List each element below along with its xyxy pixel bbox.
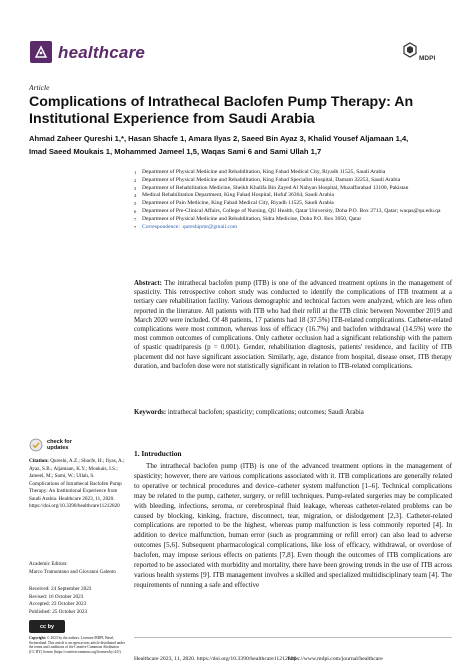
journal-logo-icon	[30, 41, 52, 63]
correspondence: * Correspondence: .qureshipmr@gmail.com	[134, 223, 238, 230]
cc-license-icon[interactable]: cc by	[29, 620, 65, 633]
abstract-label: Abstract:	[134, 280, 162, 287]
authors-line-2[interactable]: Imad Saeed Moukais 1, Mohammed Jameel 1,5, Waqas Sami 6 and Sami Ullah 1,7	[29, 146, 322, 156]
affiliation-list	[134, 169, 452, 231]
journal-name[interactable]: healthcare	[58, 43, 146, 62]
published-date: Published: 25 October 2023	[29, 608, 88, 615]
footer-journal-link[interactable]: https://www.mdpi.com/journal/healthcare	[288, 656, 383, 662]
copyright-block: Copyright: © 2023 by the authors. Licensee MDPI, Basel, Switzerland. This article is an open access article distributed under the terms and conditions of the Creative Commons Attribution (CC BY) license (https://creativecommons.org/licenses/by/4.0/).	[29, 636, 125, 654]
publisher-name: MDPI	[419, 55, 436, 62]
revised-date: Revised: 16 October 2023	[29, 593, 84, 600]
affiliation-item: 3 Department of Rehabilitation Medicine, Sheikh Khalifa Bin Zayed Al Nahyan Hospital, Muzaffarabad 13100, Pakistan	[134, 184, 409, 191]
affiliation-item: 4 Medical Rehabilitation Department, King Fahad Hospital, Hofuf 36364, Saudi Arabia	[134, 192, 335, 199]
article-type: Article	[29, 83, 50, 92]
affiliation-item: 5 Department of Pain Medicine, King Fahad Medical City, Riyadh 11525, Saudi Arabia	[134, 200, 334, 207]
footer-divider	[134, 637, 452, 638]
keywords-text: intrathecal baclofen; spasticity; complications; outcomes; Saudi Arabia	[167, 409, 364, 416]
introduction-text: The intrathecal baclofen pump (ITB) is one of the advanced treatment options in the management of spasticity; however, there are various complications associated with it. ITB complications are generally related to operative or technical procedures and device–catheter system malfunction [1–6]. Technical complications may be related to the pump, catheter, surgery, or refill techniques. Pump-related surgeries may be complicated with bleeding, infections, seroma, or cerebrospinal fluid leakage, whereas catheter-related problems can be caused by blocking, kinking, fracture, disconnect, tear, migration, or dislodgement [2,3]. Catheter-related complications are reported to be the highest, whereas pump malfunction is less commonly reported [4]. In addition to device malfunction, human error (such as programming or refill error) can also lead to adverse outcomes [5,6]. Subsequent pharmacological complications, like loss of efficacy, withdrawal, or overdose of baclofen, may impose serious effects on patients [7,8]. Even though the outcomes of ITB complications are reported to be associated with morbidity and mortality, there have been growing trends in the use of ITB across various health systems [9]. ITB management involves a skilled and specialized multidisciplinary team [4]. The requirements of running a safe and effective	[134, 462, 452, 589]
keywords	[134, 408, 452, 417]
accepted-date: Accepted: 23 October 2023	[29, 601, 87, 607]
article-title: Complications of Intrathecal Baclofen Pump Therapy: An Institutional Experience from Saudi Arabia	[29, 94, 414, 127]
received-date: Received: 24 September 2023	[29, 586, 92, 592]
check-for-updates-button[interactable]: check for updates	[29, 438, 81, 452]
affiliation-item: 6 Department of Pre-Clinical Affairs, College of Nursing, QU Health, Qatar University, Doha P.O. Box 2713, Qatar; waqas@qu.edu.qa	[134, 207, 441, 214]
affiliation-item: 7 Department of Physical Medicine and Rehabilitation, Sidra Medicine, Doha P.O. Box 3050, Qatar	[134, 215, 362, 222]
footer-citation[interactable]: Healthcare 2023, 11, 2820. https://doi.org/10.3390/healthcare11212820	[134, 656, 297, 662]
author-list	[29, 133, 459, 158]
updates-icon	[29, 438, 43, 452]
citation-block: Citation: Qureshi, A.Z.; Shacfe, H.; Ilyas, A.; Ayaz, S.B.; Aljamaan, K.Y.; Moukais, I.S.; Jameel, M.; Sami, W.; Ullah, S. Complications of Intrathecal Baclofen Pump Therapy: An Institutional Experience from Saudi Arabia. Healthcare 2023, 11, 2820. https://doi.org/10.3390/healthcare11212820	[29, 458, 125, 509]
publisher-logo[interactable]	[403, 41, 443, 63]
section-heading: 1. Introduction	[134, 449, 182, 458]
affiliation-item: 2 Department of Physical Medicine and Rehabilitation, King Fahad Specialist Hospital, Damam 32253, Saudi Arabia	[134, 176, 401, 183]
keywords-label: Keywords:	[134, 409, 167, 416]
abstract	[134, 279, 452, 371]
affiliation-item: 1 Department of Physical Medicine and Rehabilitation, King Fahad Medical City, Riyadh 11525, Saudi Arabia	[134, 169, 386, 175]
authors-line-1[interactable]: Ahmad Zaheer Qureshi 1,*, Hasan Shacfe 1, Amara Ilyas 2, Saeed Bin Ayaz 3, Khalid Yousef Aljamaan 1,4,	[29, 134, 409, 143]
academic-editors: Academic Editors: Marco Tramontano and Giovanni Galeoto	[29, 561, 117, 575]
abstract-text: The intrathecal baclofen pump (ITB) is one of the advanced treatment options in the management of spasticity. This retrospective cohort study was conducted to identify the complications of ITB treatment at a tertiary care rehabilitation facility. Various demographic and technical factors were analyzed, which are less often reported in the literature. All patients with ITB who had their refill at the ITB clinic between November 2019 and March 2020 were included. Of 48 patients, 17 patients had 18 (37.5%) ITB-related complications. Catheter-related complications were most common, whereas loss of efficacy (16.7%) and baclofen withdrawal (14.5%) were the most common outcomes of complications. Only catheter occlusion had a significant relationship with the pattern of spastic quadriparesis (p = 0.001). Gender, rehabilitation diagnosis, patients' residence, and facility of ITB placement did not have significant association. Similarly, age, distance from hospital, disease onset, ITB therapy duration, and baclofen dose were not statistically significant in relation to ITB-related complications.	[134, 280, 453, 370]
dates-block	[29, 586, 125, 616]
